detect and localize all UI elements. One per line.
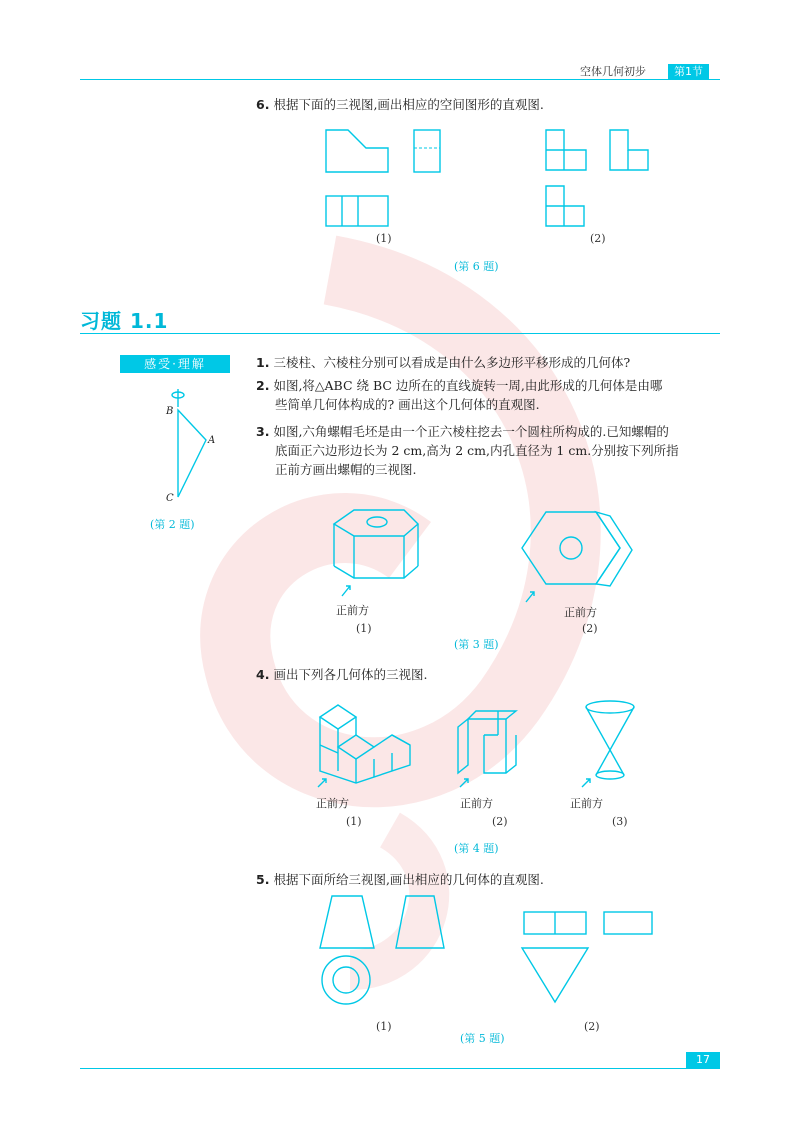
question-number: 2. bbox=[256, 378, 270, 393]
q6-three-views bbox=[320, 120, 660, 230]
q5-sub-2: (2) bbox=[584, 1020, 600, 1033]
question-text: 画出下列各几何体的三视图. bbox=[273, 667, 428, 682]
footer-rule bbox=[80, 1068, 720, 1069]
vertex-b-label: B bbox=[166, 406, 174, 417]
q4-sub-2: (2) bbox=[492, 815, 508, 828]
question-5 bbox=[256, 870, 544, 889]
q5-caption: (第 5 题) bbox=[460, 1032, 505, 1045]
page-number: 17 bbox=[686, 1052, 720, 1068]
q5-sub-1: (1) bbox=[376, 1020, 392, 1033]
question-text: 根据下面的三视图,画出相应的空间图形的直观图. bbox=[273, 97, 544, 112]
q4-caption: (第 4 题) bbox=[454, 842, 499, 855]
question-text-line3: 正前方画出螺帽的三视图. bbox=[275, 462, 417, 477]
section-rule bbox=[80, 333, 720, 334]
q4-front-label-3: 正前方 bbox=[570, 797, 603, 810]
triangle-abc-figure bbox=[160, 385, 230, 510]
vertex-a-label: A bbox=[208, 435, 216, 446]
q3-hex-nut-figures bbox=[320, 500, 650, 612]
q2-caption: (第 2 题) bbox=[150, 518, 195, 531]
question-number: 6. bbox=[256, 97, 270, 112]
q3-sub-2: (2) bbox=[582, 622, 598, 635]
section-title: 习题 1.1 bbox=[80, 309, 169, 333]
q3-sub-1: (1) bbox=[356, 622, 372, 635]
q6-sub-2: (2) bbox=[590, 232, 606, 245]
question-number: 5. bbox=[256, 872, 270, 887]
question-text: 根据下面所给三视图,画出相应的几何体的直观图. bbox=[273, 872, 544, 887]
question-text-line1: 如图,将△ABC 绕 BC 边所在的直线旋转一周,由此形成的几何体是由哪 bbox=[273, 378, 663, 393]
q4-sub-3: (3) bbox=[612, 815, 628, 828]
q6-caption: (第 6 题) bbox=[454, 260, 499, 273]
question-2 bbox=[256, 376, 726, 414]
question-number: 1. bbox=[256, 355, 270, 370]
question-4 bbox=[256, 665, 427, 684]
vertex-c-label: C bbox=[166, 493, 174, 504]
question-1 bbox=[256, 353, 630, 372]
q4-solids-figures bbox=[310, 695, 660, 795]
question-text-line2: 些简单几何体构成的? 画出这个几何体的直观图. bbox=[275, 397, 540, 412]
header-rule bbox=[80, 79, 720, 80]
q3-caption: (第 3 题) bbox=[454, 638, 499, 651]
question-number: 3. bbox=[256, 424, 270, 439]
q4-sub-1: (1) bbox=[346, 815, 362, 828]
section-tab: 第1节 bbox=[668, 64, 709, 79]
question-number: 4. bbox=[256, 667, 270, 682]
question-text: 三棱柱、六棱柱分别可以看成是由什么多边形平移形成的几何体? bbox=[273, 355, 631, 370]
question-text-line1: 如图,六角螺帽毛坯是由一个正六棱柱挖去一个圆柱所构成的.已知螺帽的 bbox=[273, 424, 669, 439]
chapter-title: 空体几何初步 bbox=[580, 65, 646, 78]
question-3 bbox=[256, 422, 726, 479]
q4-front-label-2: 正前方 bbox=[460, 797, 493, 810]
q5-three-views bbox=[310, 890, 660, 1010]
q3-front-label-1: 正前方 bbox=[336, 604, 369, 617]
sidebar-tag: 感受·理解 bbox=[120, 355, 230, 373]
question-6 bbox=[256, 95, 544, 114]
question-text-line2: 底面正六边形边长为 2 cm,高为 2 cm,内孔直径为 1 cm.分别按下列所指 bbox=[275, 443, 679, 458]
q3-front-label-2: 正前方 bbox=[564, 606, 597, 619]
q6-sub-1: (1) bbox=[376, 232, 392, 245]
q4-front-label-1: 正前方 bbox=[316, 797, 349, 810]
